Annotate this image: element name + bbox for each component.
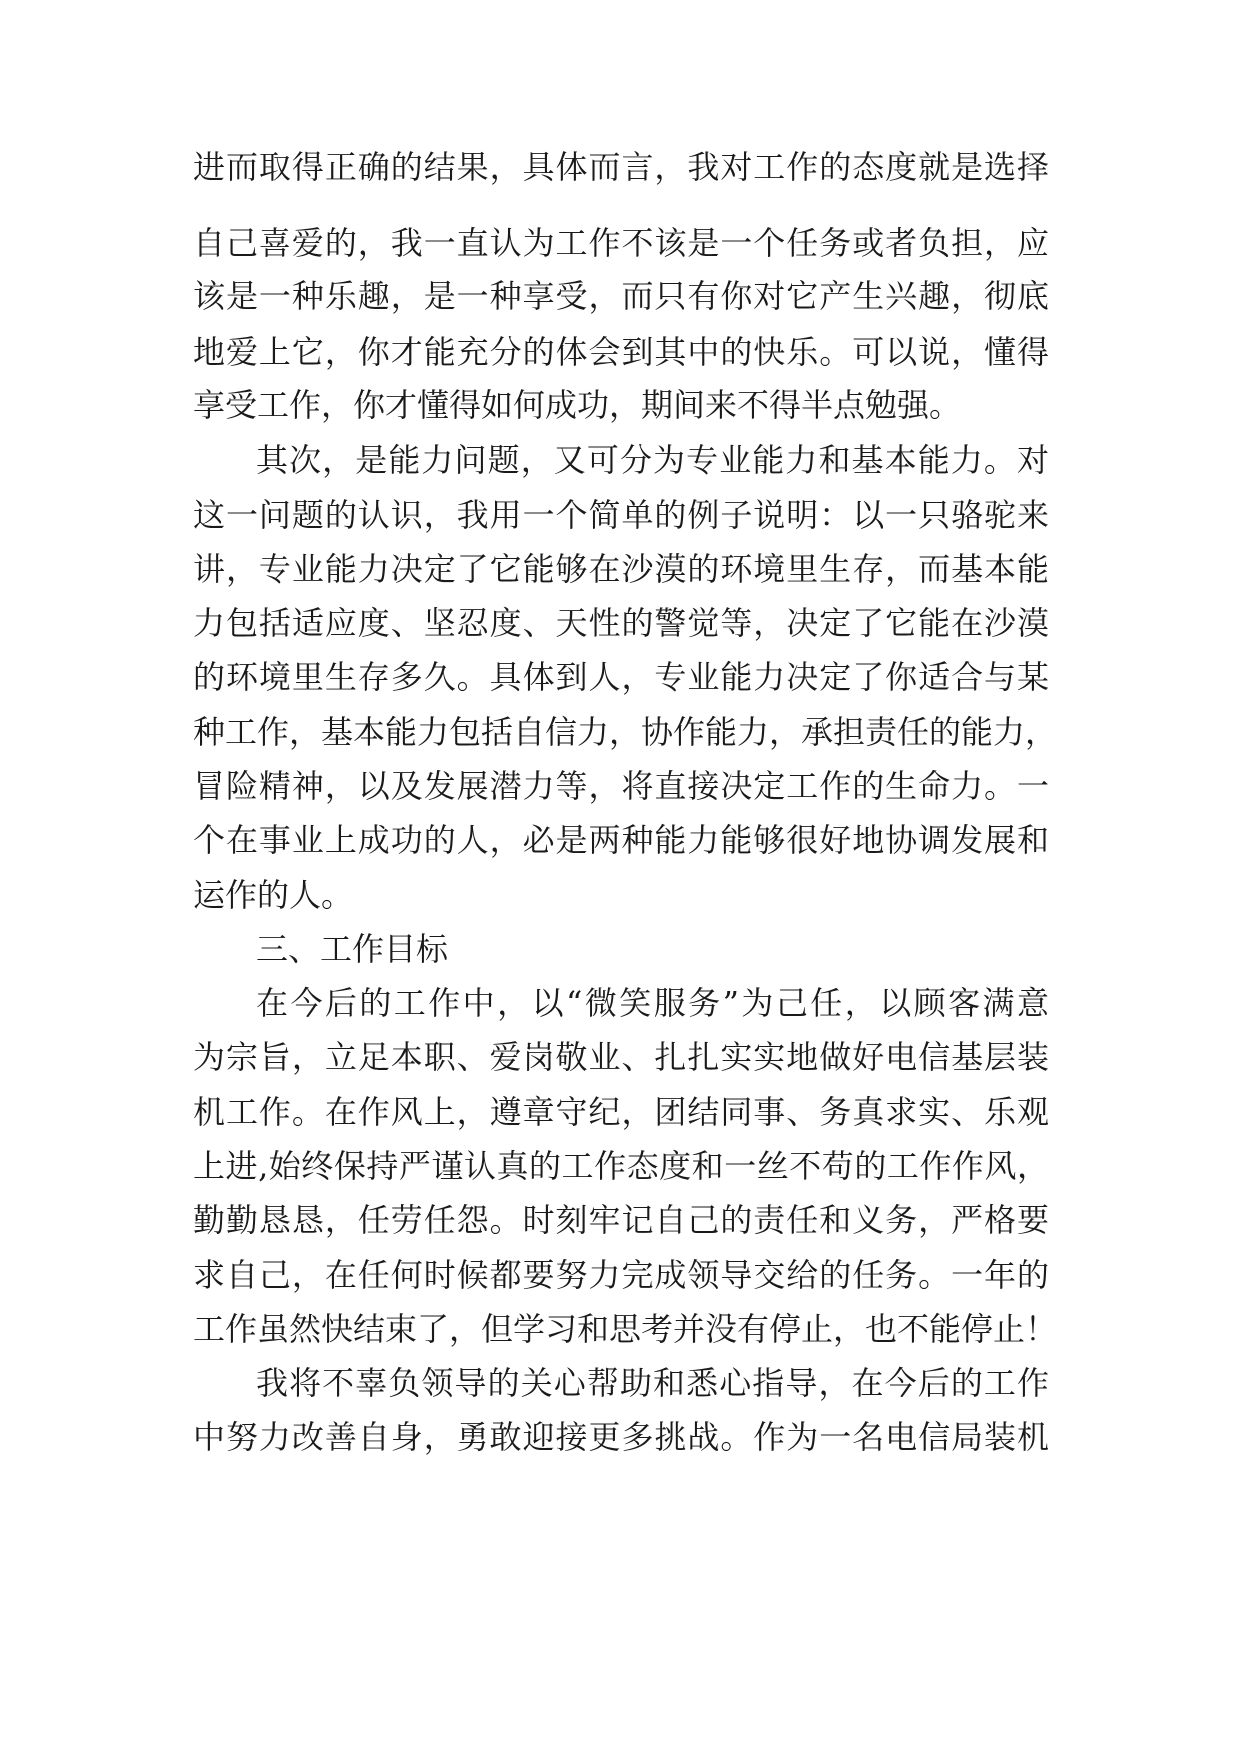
- text-line: 机工作。在作风上，遵章守纪，团结同事、务真求实、乐观: [193, 1093, 1049, 1131]
- text-line: 讲，专业能力决定了它能够在沙漠的环境里生存，而基本能: [193, 550, 1049, 588]
- text-line: 冒险精神，以及发展潜力等，将直接决定工作的生命力。一: [193, 767, 1049, 805]
- text-line: 享受工作，你才懂得如何成功，期间来不得半点勉强。: [193, 386, 962, 424]
- text-line: 为宗旨，立足本职、爱岗敬业、扎扎实实地做好电信基层装: [193, 1038, 1049, 1076]
- section-heading: 三、工作目标: [256, 930, 449, 968]
- text-line: 其次，是能力问题，又可分为专业能力和基本能力。对: [256, 441, 1049, 479]
- text-line: 勤勤恳恳，任劳任怨。时刻牢记自己的责任和义务，严格要: [193, 1201, 1049, 1239]
- text-line: 中努力改善自身，勇敢迎接更多挑战。作为一名电信局装机: [193, 1418, 1049, 1456]
- text-line: 自己喜爱的，我一直认为工作不该是一个任务或者负担，应: [193, 224, 1049, 262]
- text-line: 的环境里生存多久。具体到人，专业能力决定了你适合与某: [193, 658, 1049, 696]
- text-line: 上进,始终保持严谨认真的工作态度和一丝不苟的工作作风，: [193, 1147, 1049, 1185]
- text-line: 种工作，基本能力包括自信力，协作能力，承担责任的能力，: [193, 713, 1058, 751]
- text-line: 地爱上它，你才能充分的体会到其中的快乐。可以说，懂得: [193, 333, 1049, 371]
- text-line: 运作的人。: [193, 876, 354, 914]
- text-line: 这一问题的认识，我用一个简单的例子说明：以一只骆驼来: [193, 496, 1049, 534]
- text-line: 求自己，在任何时候都要努力完成领导交给的任务。一年的: [193, 1256, 1049, 1294]
- text-line: 力包括适应度、坚忍度、天性的警觉等，决定了它能在沙漠: [193, 604, 1049, 642]
- text-line: 进而取得正确的结果，具体而言，我对工作的态度就是选择: [193, 148, 1049, 186]
- text-line: 工作虽然快结束了，但学习和思考并没有停止，也不能停止！: [193, 1310, 1058, 1348]
- text-line: 在今后的工作中，以“微笑服务”为己任，以顾客满意: [256, 984, 1049, 1022]
- text-line: 我将不辜负领导的关心帮助和悉心指导，在今后的工作: [256, 1364, 1049, 1402]
- text-line: 该是一种乐趣，是一种享受，而只有你对它产生兴趣，彻底: [193, 277, 1049, 315]
- text-line: 个在事业上成功的人，必是两种能力能够很好地协调发展和: [193, 821, 1049, 859]
